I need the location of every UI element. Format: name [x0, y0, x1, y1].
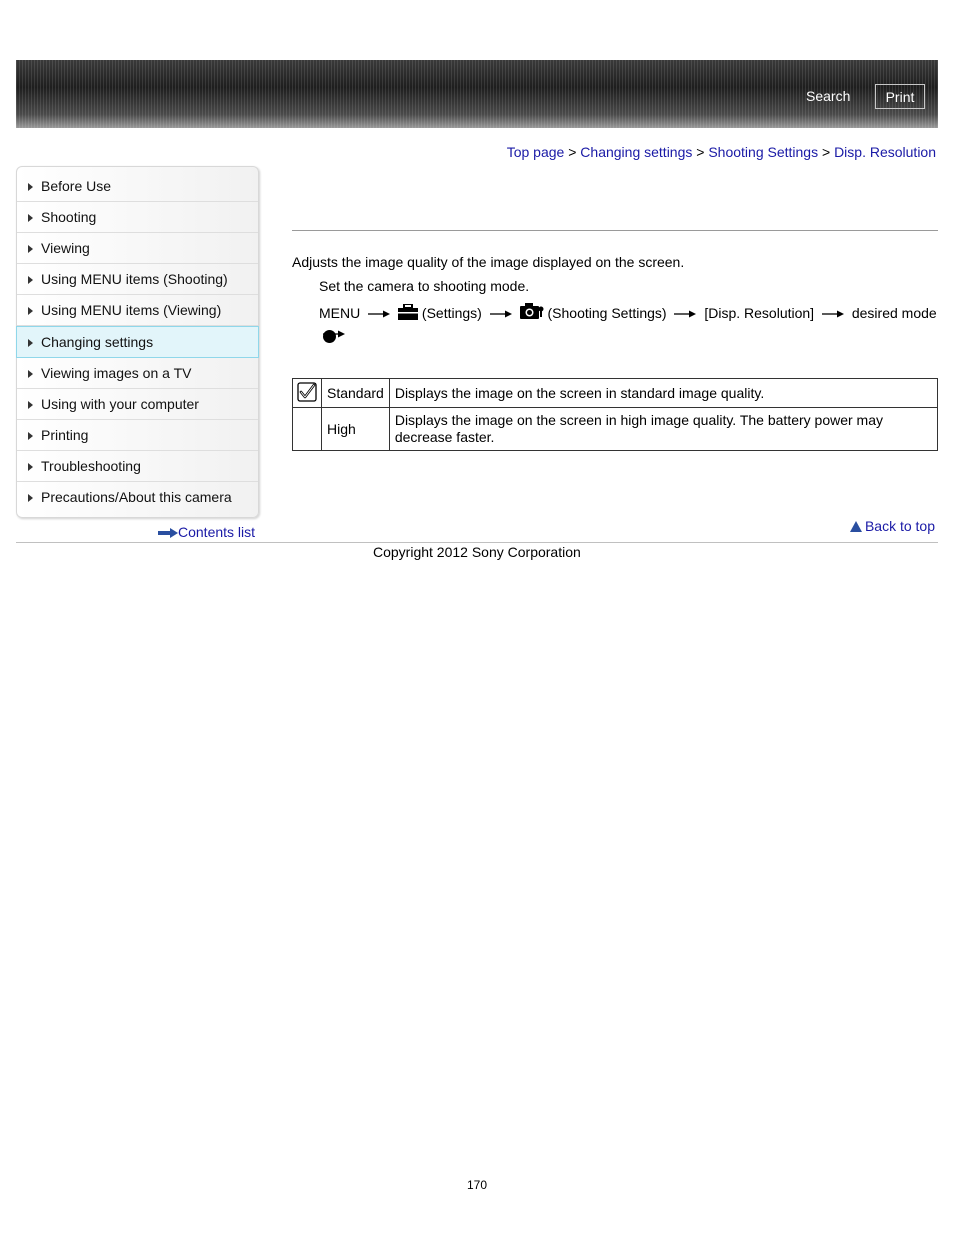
mode-name: Standard: [322, 379, 390, 408]
mode-description: Displays the image on the screen in high image quality. The battery power may decrease faster.: [389, 408, 937, 451]
sidebar-item-precautions[interactable]: [17, 482, 258, 512]
menu-path: [319, 302, 939, 343]
search-link[interactable]: Search: [806, 88, 851, 104]
triangle-right-icon: [28, 463, 33, 471]
print-button[interactable]: Print: [875, 84, 925, 109]
breadcrumb-changing-settings[interactable]: Changing settings: [580, 144, 693, 160]
sidebar-item-menu-shooting[interactable]: [17, 264, 258, 295]
sidebar-item-label: Viewing images on a TV: [41, 365, 192, 381]
arrow-right-icon: [158, 528, 178, 538]
title-divider: [292, 230, 938, 231]
triangle-right-icon: [28, 245, 33, 253]
breadcrumb-separator: >: [821, 144, 831, 160]
sidebar-item-label: Troubleshooting: [41, 458, 141, 474]
checkmark-icon: [297, 382, 317, 402]
sidebar-item-viewing-tv[interactable]: [17, 358, 258, 389]
table-row: [293, 408, 938, 451]
breadcrumb-separator: >: [568, 144, 577, 160]
page-number: 170: [467, 1178, 488, 1192]
default-marker-cell: [293, 379, 322, 408]
triangle-right-icon: [28, 401, 33, 409]
sidebar-item-label: Precautions/About this camera: [41, 489, 232, 505]
disp-resolution-label: [Disp. Resolution]: [704, 305, 815, 321]
sidebar-item-label: Using with your computer: [41, 396, 199, 412]
sidebar-item-printing[interactable]: [17, 420, 258, 451]
modes-table: [292, 378, 938, 451]
enter-button-icon: [323, 330, 336, 343]
mode-description: Displays the image on the screen in standard image quality.: [389, 379, 937, 408]
sidebar-item-label: Using MENU items (Shooting): [41, 271, 228, 287]
header-bar: [16, 60, 938, 128]
toolbox-icon: [398, 304, 418, 320]
table-row: [293, 379, 938, 408]
intro-text: Adjusts the image quality of the image displayed on the screen.: [292, 254, 685, 270]
breadcrumb-top-page[interactable]: Top page: [506, 144, 565, 160]
breadcrumb-shooting-settings[interactable]: Shooting Settings: [708, 144, 819, 160]
triangle-right-icon: [28, 214, 33, 222]
triangle-right-icon: [28, 183, 33, 191]
footer-divider: [16, 542, 938, 543]
settings-label: (Settings): [421, 305, 482, 321]
triangle-right-icon: [28, 432, 33, 440]
sidebar-item-shooting[interactable]: [17, 202, 258, 233]
mode-name: High: [322, 408, 390, 451]
sidebar-item-label: Before Use: [41, 178, 112, 194]
sidebar-item-menu-viewing[interactable]: [17, 295, 258, 326]
back-to-top-label: Back to top: [864, 518, 935, 534]
breadcrumb-disp-resolution[interactable]: Disp. Resolution: [834, 144, 936, 160]
copyright: Copyright 2012 Sony Corporation: [373, 544, 581, 560]
triangle-right-icon: [28, 370, 33, 378]
sidebar-item-label: Changing settings: [41, 334, 154, 350]
arrow-right-icon: [368, 309, 390, 319]
triangle-right-icon: [28, 494, 33, 502]
back-to-top-link[interactable]: [850, 518, 935, 534]
contents-list-label: Contents list: [178, 524, 256, 540]
sidebar-item-label: Using MENU items (Viewing): [41, 302, 222, 318]
breadcrumb-separator: >: [696, 144, 705, 160]
default-marker-cell: [293, 408, 322, 451]
sidebar-item-label: Shooting: [41, 209, 97, 225]
desired-mode-label: desired mode: [851, 305, 937, 321]
sidebar-item-before-use[interactable]: [17, 171, 258, 202]
sidebar-item-troubleshooting[interactable]: [17, 451, 258, 482]
sidebar-item-computer[interactable]: [17, 389, 258, 420]
triangle-right-icon: [28, 276, 33, 284]
triangle-right-icon: [28, 307, 33, 315]
sidebar-nav: [16, 166, 259, 518]
sidebar-item-viewing[interactable]: [17, 233, 258, 264]
contents-list-link[interactable]: [158, 524, 255, 540]
camera-settings-icon: [520, 302, 544, 320]
shooting-settings-label: (Shooting Settings): [547, 305, 667, 321]
breadcrumb: [507, 144, 936, 160]
step-text: Set the camera to shooting mode.: [319, 278, 530, 294]
sidebar-item-label: Printing: [41, 427, 89, 443]
sidebar-item-label: Viewing: [41, 240, 90, 256]
triangle-right-icon: [28, 339, 33, 347]
arrow-right-icon: [674, 309, 696, 319]
menu-label: MENU: [319, 305, 361, 321]
sidebar-item-changing-settings[interactable]: [16, 326, 259, 358]
arrow-right-icon: [822, 309, 844, 319]
triangle-up-icon: [850, 521, 862, 532]
arrow-right-icon: [490, 309, 512, 319]
